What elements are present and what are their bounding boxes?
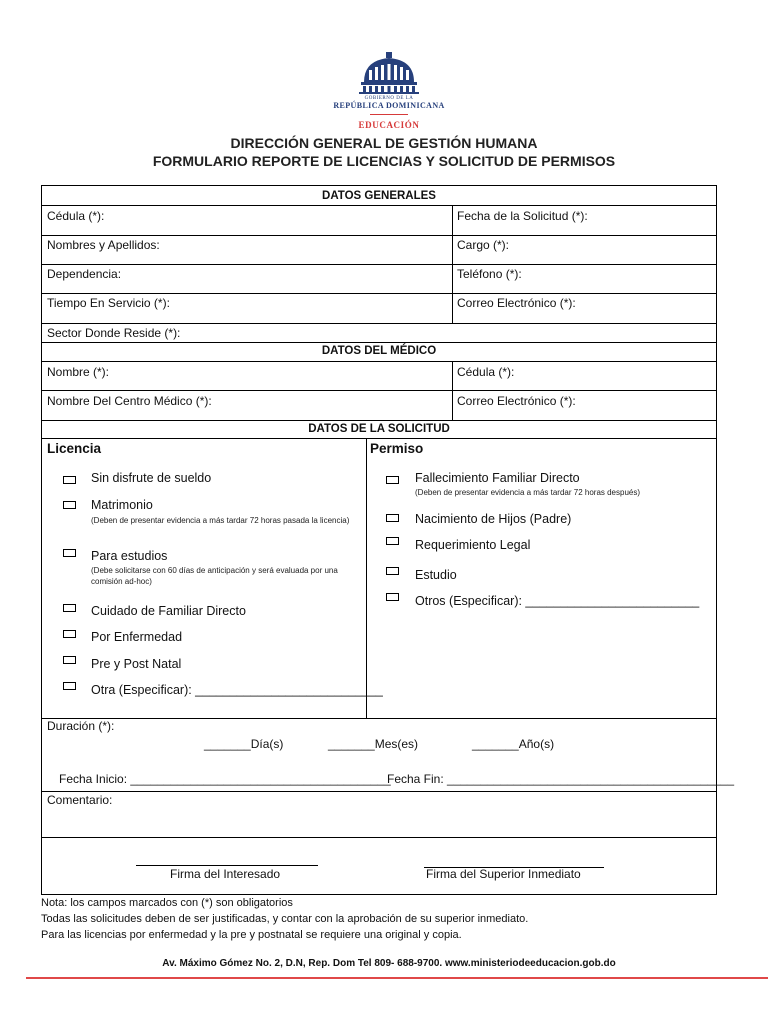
licencia-checkbox-familiar[interactable] <box>63 604 76 612</box>
field-cargo[interactable]: Cargo (*): <box>457 238 510 252</box>
note-line: Para las licencias por enfermedad y la pre y postnatal se requiere una original y copia. <box>41 929 462 941</box>
firma-interesado-label: Firma del Interesado <box>170 867 281 881</box>
duracion-meses-field[interactable]: _______Mes(es) <box>328 737 419 751</box>
permiso-heading: Permiso <box>370 441 424 456</box>
section-datos-generales: DATOS GENERALES <box>322 190 436 202</box>
licencia-option-label: Por Enfermedad <box>91 630 183 644</box>
fecha-inicio-field[interactable]: Fecha Inicio: _______________________________________ <box>59 772 391 786</box>
notes-block <box>41 895 528 943</box>
licencia-option-label: Sin disfrute de sueldo <box>91 471 212 485</box>
permiso-option-label: Requerimiento Legal <box>415 538 531 552</box>
licencia-option-label: Pre y Post Natal <box>91 657 182 671</box>
field-centro-medico[interactable]: Nombre Del Centro Médico (*): <box>47 394 212 408</box>
field-medico-nombre[interactable]: Nombre (*): <box>47 365 110 379</box>
footer-address: Av. Máximo Gómez No. 2, D.N, Rep. Dom Tel 809- 688-9700. www.ministeriodeeducacion.gob.do <box>162 958 616 969</box>
licencia-checkbox-natal[interactable] <box>63 656 76 664</box>
note-line: Todas las solicitudes deben de ser justificadas, y contar con la aprobación de su superior inmediato. <box>41 913 529 925</box>
licencia-checkbox-sin-sueldo[interactable] <box>63 476 76 484</box>
ministerio-logo <box>328 50 450 134</box>
licencia-option-note: (Deben de presentar evidencia a más tardar 72 horas pasada la licencia) <box>91 516 350 525</box>
licencia-checkbox-estudios[interactable] <box>63 549 76 557</box>
logo-educacion-text: EDUCACIÓN <box>358 120 420 130</box>
permiso-option-label: Fallecimiento Familiar Directo <box>415 471 580 485</box>
licencia-checkbox-enfermedad[interactable] <box>63 630 76 638</box>
firma-superior-label: Firma del Superior Inmediato <box>426 867 581 881</box>
field-medico-cedula[interactable]: Cédula (*): <box>457 365 515 379</box>
licencia-option-label[interactable]: Otra (Especificar): ___________________________ <box>91 683 383 697</box>
permiso-checkbox-estudio[interactable] <box>386 567 399 575</box>
field-tiempo-servicio[interactable]: Tiempo En Servicio (*): <box>47 296 170 310</box>
field-sector[interactable]: Sector Donde Reside (*): <box>47 326 181 340</box>
field-fecha-solicitud[interactable]: Fecha de la Solicitud (*): <box>457 209 588 223</box>
permiso-option-label[interactable]: Otros (Especificar): _________________________ <box>415 594 700 608</box>
licencia-heading: Licencia <box>47 441 102 456</box>
permiso-checkbox-fallecimiento[interactable] <box>386 476 399 484</box>
permiso-option-label: Estudio <box>415 568 457 582</box>
fecha-fin-field[interactable]: Fecha Fin: ___________________________________________ <box>387 772 734 786</box>
licencia-option-label: Matrimonio <box>91 498 153 512</box>
permiso-checkbox-otros[interactable] <box>386 593 399 601</box>
field-dependencia[interactable]: Dependencia: <box>47 267 122 281</box>
field-nombres[interactable]: Nombres y Apellidos: <box>47 238 160 252</box>
logo-gobierno-text: GOBIERNO DE LA <box>364 96 414 101</box>
licencia-checkbox-matrimonio[interactable] <box>63 501 76 509</box>
section-datos-medico: DATOS DEL MÉDICO <box>321 345 437 357</box>
duracion-label: Duración (*): <box>47 719 115 733</box>
field-telefono[interactable]: Teléfono (*): <box>457 267 522 281</box>
licencia-option-label: Para estudios <box>91 549 168 563</box>
permiso-option-label: Nacimiento de Hijos (Padre) <box>415 512 572 526</box>
footer-divider <box>26 977 768 979</box>
duracion-anos-field[interactable]: _______Año(s) <box>472 737 555 751</box>
page-title: DIRECCIÓN GENERAL DE GESTIÓN HUMANA <box>230 135 538 151</box>
permiso-option-note: (Deben de presentar evidencia a más tardar 72 horas después) <box>415 488 641 497</box>
field-medico-correo[interactable]: Correo Electrónico (*): <box>457 394 576 408</box>
permiso-checkbox-nacimiento[interactable] <box>386 514 399 522</box>
licencia-option-label: Cuidado de Familiar Directo <box>91 604 246 618</box>
section-datos-solicitud: DATOS DE LA SOLICITUD <box>308 423 450 435</box>
logo-divider <box>370 114 408 115</box>
field-correo[interactable]: Correo Electrónico (*): <box>457 296 576 310</box>
duracion-dias-field[interactable]: _______Día(s) <box>204 737 284 751</box>
logo-republica-text: REPÚBLICA DOMINICANA <box>333 101 445 110</box>
page-subtitle: FORMULARIO REPORTE DE LICENCIAS Y SOLICITUD DE PERMISOS <box>152 153 616 169</box>
capitol-dome-icon <box>328 50 450 96</box>
note-line: Nota: los campos marcados con (*) son obligatorios <box>41 897 293 909</box>
licencia-checkbox-otra[interactable] <box>63 682 76 690</box>
request-form <box>41 185 734 895</box>
field-cedula[interactable]: Cédula (*): <box>47 209 105 223</box>
licencia-option-note: (Debe solicitarse con 60 días de anticipación y será evaluada por una comisión ad-hoc) <box>91 566 338 586</box>
comentario-field[interactable]: Comentario: <box>47 793 113 807</box>
firma-interesado-line[interactable] <box>136 865 318 866</box>
permiso-checkbox-legal[interactable] <box>386 537 399 545</box>
